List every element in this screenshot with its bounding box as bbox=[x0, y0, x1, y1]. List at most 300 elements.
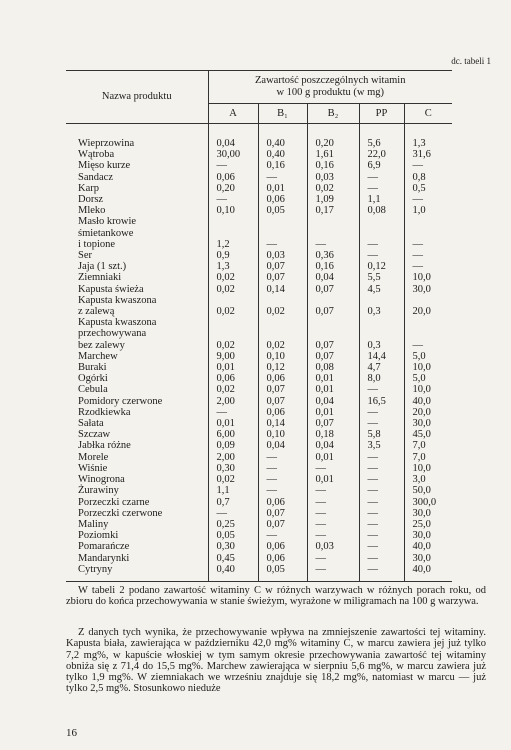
value-text: — bbox=[315, 563, 326, 575]
product-name-cell: Pomidory czerwone bbox=[78, 395, 163, 407]
value-cell bbox=[359, 160, 404, 171]
value-cell bbox=[208, 485, 258, 496]
value-cell bbox=[208, 564, 258, 582]
value-text: 20,0 bbox=[412, 406, 431, 418]
product-name-cell: Ser bbox=[78, 250, 92, 262]
value-text: — bbox=[367, 496, 378, 508]
value-text: 0,12 bbox=[367, 261, 386, 273]
value-text: 0,06 bbox=[266, 541, 285, 553]
value-cell bbox=[404, 362, 452, 373]
value-text: 0,05 bbox=[266, 563, 285, 575]
value-cell bbox=[208, 396, 258, 407]
value-cell bbox=[307, 485, 359, 496]
value-text: — bbox=[367, 384, 378, 396]
product-name-cell: Dorsz bbox=[78, 194, 104, 206]
value-text: 0,16 bbox=[315, 160, 334, 172]
value-cell bbox=[359, 407, 404, 418]
value-cell bbox=[359, 452, 404, 463]
value-cell bbox=[359, 317, 404, 351]
table-row bbox=[66, 519, 452, 530]
value-text: 30,0 bbox=[412, 507, 431, 519]
value-text: 1,3 bbox=[412, 138, 426, 149]
value-text: 1,1 bbox=[216, 485, 230, 497]
value-cell bbox=[258, 384, 307, 395]
value-text: — bbox=[367, 541, 378, 553]
value-text: 0,02 bbox=[216, 474, 235, 486]
value-text: 0,07 bbox=[266, 395, 285, 407]
product-name-cell: Porzeczki czerwone bbox=[78, 507, 163, 519]
product-name-cell: Maliny bbox=[78, 518, 109, 530]
value-text: 0,05 bbox=[216, 530, 235, 542]
value-cell bbox=[307, 250, 359, 261]
value-cell bbox=[258, 396, 307, 407]
value-cell bbox=[359, 429, 404, 440]
value-cell bbox=[404, 463, 452, 474]
table-row bbox=[66, 485, 452, 496]
value-text: 7,0 bbox=[412, 440, 426, 452]
value-text: — bbox=[367, 171, 378, 183]
value-cell bbox=[208, 250, 258, 261]
value-text: 0,10 bbox=[266, 429, 285, 441]
value-text: — bbox=[367, 518, 378, 530]
value-cell bbox=[404, 384, 452, 395]
value-cell bbox=[208, 362, 258, 373]
page-number: 16 bbox=[66, 727, 77, 739]
value-text: 300,0 bbox=[412, 496, 437, 508]
value-text: — bbox=[367, 182, 378, 194]
table-row bbox=[66, 284, 452, 295]
value-cell bbox=[404, 160, 452, 171]
table-continuation-label: dc. tabeli 1 bbox=[451, 56, 491, 66]
value-cell bbox=[359, 418, 404, 429]
value-text: — bbox=[412, 238, 423, 250]
value-text: 0,20 bbox=[315, 138, 334, 149]
table-row bbox=[66, 124, 452, 150]
table-row bbox=[66, 452, 452, 463]
value-cell bbox=[359, 284, 404, 295]
value-text: — bbox=[266, 530, 277, 542]
value-text: 1,1 bbox=[367, 194, 381, 206]
value-cell bbox=[307, 205, 359, 216]
value-cell bbox=[359, 497, 404, 508]
paragraph-1: W tabeli 2 podano zawartość witaminy C w różnych warzywach w różnych porach roku, od zbioru do końca przechowywania w stanie świeżym, wyrażone w miligramach na 100 g warzywa. bbox=[66, 585, 486, 608]
product-name-cell: Ogórki bbox=[78, 373, 108, 385]
table-row bbox=[66, 194, 452, 205]
value-text: — bbox=[266, 171, 277, 183]
column-header-a: A bbox=[208, 104, 258, 124]
value-text: 0,12 bbox=[266, 362, 285, 374]
value-cell bbox=[404, 396, 452, 407]
value-cell bbox=[359, 362, 404, 373]
value-text: 0,01 bbox=[315, 406, 334, 418]
value-text: 1,0 bbox=[412, 205, 426, 217]
value-cell bbox=[404, 553, 452, 564]
value-text: 0,01 bbox=[315, 451, 334, 463]
table-row bbox=[66, 250, 452, 261]
value-cell bbox=[404, 541, 452, 552]
product-name-cell: Poziomki bbox=[78, 530, 119, 542]
value-cell bbox=[258, 564, 307, 582]
value-text: 0,01 bbox=[315, 373, 334, 385]
value-cell bbox=[208, 553, 258, 564]
value-cell bbox=[404, 172, 452, 183]
value-text: 30,0 bbox=[412, 552, 431, 564]
value-cell bbox=[208, 317, 258, 351]
value-text: — bbox=[315, 462, 326, 474]
value-cell bbox=[258, 463, 307, 474]
value-text: — bbox=[216, 194, 227, 206]
value-text: 6,9 bbox=[367, 160, 381, 172]
value-text: — bbox=[412, 339, 423, 351]
value-cell bbox=[404, 284, 452, 295]
value-cell bbox=[359, 272, 404, 283]
value-cell bbox=[208, 519, 258, 530]
group-header-line-1: Zawartość poszczególnych witamin bbox=[255, 75, 406, 86]
value-cell bbox=[359, 530, 404, 541]
product-name-cell: Jabłka różne bbox=[78, 440, 131, 452]
value-text: — bbox=[216, 160, 227, 172]
value-cell bbox=[307, 124, 359, 150]
product-name-cell: Kapusta kwaszona przechowywana bez zalewy bbox=[78, 317, 157, 351]
value-text: — bbox=[315, 238, 326, 250]
value-cell bbox=[359, 149, 404, 160]
value-text: — bbox=[315, 530, 326, 542]
value-text: 4,5 bbox=[367, 283, 381, 295]
column-header-b1: B₁ bbox=[258, 104, 307, 124]
value-text: 0,02 bbox=[216, 283, 235, 295]
value-text: 0,02 bbox=[266, 339, 285, 351]
product-name-cell: Winogrona bbox=[78, 474, 125, 486]
value-text: 0,02 bbox=[216, 306, 235, 318]
value-cell bbox=[404, 407, 452, 418]
value-cell bbox=[307, 384, 359, 395]
value-cell bbox=[307, 183, 359, 194]
value-cell bbox=[258, 519, 307, 530]
value-text: — bbox=[412, 250, 423, 262]
value-text: — bbox=[367, 418, 378, 430]
value-cell bbox=[208, 351, 258, 362]
value-cell bbox=[404, 261, 452, 272]
value-text: 30,00 bbox=[216, 149, 241, 161]
product-name-cell: Pomarańcze bbox=[78, 541, 130, 553]
value-cell bbox=[359, 295, 404, 317]
product-name-cell: Wieprzowina bbox=[78, 138, 135, 149]
value-cell bbox=[258, 172, 307, 183]
value-text: 25,0 bbox=[412, 518, 431, 530]
value-text: — bbox=[412, 194, 423, 206]
value-cell bbox=[258, 205, 307, 216]
value-cell bbox=[208, 452, 258, 463]
value-cell bbox=[359, 463, 404, 474]
value-text: 9,00 bbox=[216, 350, 235, 362]
value-cell bbox=[208, 508, 258, 519]
value-cell bbox=[258, 418, 307, 429]
value-cell bbox=[258, 362, 307, 373]
table-row bbox=[66, 429, 452, 440]
column-header-pp: PP bbox=[359, 104, 404, 124]
product-name-cell: Karp bbox=[78, 182, 99, 194]
value-cell bbox=[258, 497, 307, 508]
value-text: 1,2 bbox=[216, 238, 230, 250]
value-cell bbox=[208, 295, 258, 317]
value-text: 0,01 bbox=[216, 418, 235, 430]
value-text: 2,00 bbox=[216, 395, 235, 407]
value-cell bbox=[307, 284, 359, 295]
product-name-cell: Wątroba bbox=[78, 149, 115, 161]
value-text: 5,5 bbox=[367, 272, 381, 284]
value-cell bbox=[258, 373, 307, 384]
value-cell bbox=[404, 418, 452, 429]
value-text: 0,04 bbox=[315, 440, 334, 452]
value-cell bbox=[208, 205, 258, 216]
value-cell bbox=[208, 194, 258, 205]
value-cell bbox=[404, 429, 452, 440]
value-text: — bbox=[266, 474, 277, 486]
value-text: 0,01 bbox=[266, 182, 285, 194]
product-name-cell: Ziemniaki bbox=[78, 272, 122, 284]
value-cell bbox=[404, 474, 452, 485]
value-cell bbox=[258, 541, 307, 552]
value-cell bbox=[258, 124, 307, 150]
value-text: — bbox=[315, 496, 326, 508]
value-text: — bbox=[315, 518, 326, 530]
value-cell bbox=[258, 250, 307, 261]
value-cell bbox=[208, 440, 258, 451]
value-cell bbox=[258, 216, 307, 250]
value-text: 0,3 bbox=[367, 339, 381, 351]
product-name-cell: Rzodkiewka bbox=[78, 406, 131, 418]
value-cell bbox=[359, 124, 404, 150]
value-text: 0,40 bbox=[266, 149, 285, 161]
value-cell bbox=[258, 284, 307, 295]
table-row bbox=[66, 418, 452, 429]
value-text: 0,5 bbox=[412, 182, 426, 194]
value-cell bbox=[307, 272, 359, 283]
table-row bbox=[66, 205, 452, 216]
value-cell bbox=[307, 216, 359, 250]
value-text: — bbox=[315, 552, 326, 564]
value-cell bbox=[258, 149, 307, 160]
table-row bbox=[66, 530, 452, 541]
value-cell bbox=[208, 418, 258, 429]
product-name-cell: Żurawiny bbox=[78, 485, 119, 497]
value-cell bbox=[359, 485, 404, 496]
value-text: 0,05 bbox=[266, 205, 285, 217]
product-name-cell: Sałata bbox=[78, 418, 104, 430]
value-text: 16,5 bbox=[367, 395, 386, 407]
value-cell bbox=[359, 373, 404, 384]
table-body bbox=[66, 124, 452, 582]
value-cell bbox=[258, 295, 307, 317]
value-cell bbox=[359, 261, 404, 272]
value-text: 3,0 bbox=[412, 474, 426, 486]
value-text: 0,04 bbox=[266, 440, 285, 452]
value-text: 30,0 bbox=[412, 530, 431, 542]
value-text: 0,30 bbox=[216, 541, 235, 553]
value-text: 0,06 bbox=[216, 171, 235, 183]
value-text: 0,06 bbox=[266, 406, 285, 418]
value-text: 5,8 bbox=[367, 429, 381, 441]
value-text: 0,06 bbox=[216, 373, 235, 385]
value-text: 0,08 bbox=[315, 362, 334, 374]
value-cell bbox=[307, 429, 359, 440]
value-text: 10,0 bbox=[412, 362, 431, 374]
value-cell bbox=[359, 553, 404, 564]
value-text: 0,06 bbox=[266, 373, 285, 385]
value-cell bbox=[404, 149, 452, 160]
value-cell bbox=[208, 284, 258, 295]
value-text: 0,36 bbox=[315, 250, 334, 262]
value-text: 0,10 bbox=[216, 205, 235, 217]
value-text: 0,06 bbox=[266, 552, 285, 564]
value-cell bbox=[307, 418, 359, 429]
value-cell bbox=[258, 429, 307, 440]
table-row bbox=[66, 317, 452, 351]
product-name-cell: Cebula bbox=[78, 384, 108, 396]
value-text: 2,00 bbox=[216, 451, 235, 463]
value-cell bbox=[404, 351, 452, 362]
value-text: 0,07 bbox=[266, 384, 285, 396]
value-cell bbox=[404, 317, 452, 351]
value-text: 0,16 bbox=[266, 160, 285, 172]
value-text: 0,07 bbox=[315, 306, 334, 318]
value-cell bbox=[307, 553, 359, 564]
value-text: 0,02 bbox=[315, 182, 334, 194]
value-text: 0,07 bbox=[315, 339, 334, 351]
value-cell bbox=[258, 351, 307, 362]
value-cell bbox=[307, 440, 359, 451]
value-text: 5,6 bbox=[367, 138, 381, 149]
value-text: 4,7 bbox=[367, 362, 381, 374]
value-text: 0,03 bbox=[315, 541, 334, 553]
value-text: 0,14 bbox=[266, 283, 285, 295]
value-cell bbox=[404, 519, 452, 530]
value-cell bbox=[404, 250, 452, 261]
value-text: 0,02 bbox=[266, 306, 285, 318]
value-cell bbox=[359, 183, 404, 194]
product-name-cell: Jaja (1 szt.) bbox=[78, 261, 127, 273]
value-cell bbox=[359, 541, 404, 552]
value-text: 0,03 bbox=[315, 171, 334, 183]
value-cell bbox=[359, 396, 404, 407]
value-cell bbox=[404, 564, 452, 582]
value-text: 0,02 bbox=[216, 272, 235, 284]
value-text: 0,07 bbox=[266, 272, 285, 284]
value-cell bbox=[208, 261, 258, 272]
value-text: 0,18 bbox=[315, 429, 334, 441]
value-cell bbox=[404, 295, 452, 317]
value-cell bbox=[258, 485, 307, 496]
value-cell bbox=[258, 194, 307, 205]
value-text: 10,0 bbox=[412, 272, 431, 284]
table-row bbox=[66, 149, 452, 160]
value-text: 40,0 bbox=[412, 395, 431, 407]
value-text: — bbox=[315, 507, 326, 519]
value-text: 22,0 bbox=[367, 149, 386, 161]
value-text: — bbox=[367, 451, 378, 463]
value-cell bbox=[258, 317, 307, 351]
value-text: 0,03 bbox=[266, 250, 285, 262]
value-cell bbox=[208, 463, 258, 474]
table-row bbox=[66, 541, 452, 552]
vitamin-table bbox=[66, 70, 452, 582]
value-text: — bbox=[367, 462, 378, 474]
value-cell bbox=[307, 317, 359, 351]
value-cell bbox=[307, 373, 359, 384]
value-text: 1,09 bbox=[315, 194, 334, 206]
value-text: 0,07 bbox=[266, 261, 285, 273]
table-row bbox=[66, 351, 452, 362]
value-text: 40,0 bbox=[412, 563, 431, 575]
paragraph-2: Z danych tych wynika, że przechowywanie wpływa na zmniejszenie zawartości tej witaminy. Kapusta biała, zawierająca w październiku 42,0 mg% witaminy C, w marcu zawiera jej już tylko 7,2 mg%, w kapuście włoskiej w tym samym okresie przechowywania zawartość tej witaminy obniża się z 71,4 do 15,5 mg%. Marchew zawierająca w sierpniu 5,6 mg%, w marcu zawiera już tylko 1,9 mg%. W ziemniakach we wrześniu znajduje się 18,2 mg%, natomiast w marcu — już tylko 2,5 mg%. Stosunkowo nieduże bbox=[66, 627, 486, 695]
value-cell bbox=[307, 564, 359, 582]
value-cell bbox=[208, 373, 258, 384]
value-text: 0,08 bbox=[367, 205, 386, 217]
product-name-cell: Mandarynki bbox=[78, 552, 130, 564]
value-text: 6,00 bbox=[216, 429, 235, 441]
table-row bbox=[66, 160, 452, 171]
product-name-cell: Mleko bbox=[78, 205, 106, 217]
value-cell bbox=[258, 160, 307, 171]
value-text: — bbox=[367, 406, 378, 418]
value-text: 0,40 bbox=[216, 563, 235, 575]
value-text: — bbox=[412, 261, 423, 273]
product-name-cell: Kapusta kwaszona z zalewą bbox=[78, 294, 157, 318]
value-cell bbox=[307, 149, 359, 160]
value-cell bbox=[208, 541, 258, 552]
value-text: 0,07 bbox=[266, 507, 285, 519]
value-cell bbox=[307, 474, 359, 485]
table-row bbox=[66, 272, 452, 283]
value-text: — bbox=[367, 563, 378, 575]
table-row bbox=[66, 396, 452, 407]
product-column-header: Nazwa produktu bbox=[66, 71, 208, 124]
value-cell bbox=[359, 351, 404, 362]
value-text: 0,20 bbox=[216, 182, 235, 194]
table-row bbox=[66, 497, 452, 508]
value-cell bbox=[359, 508, 404, 519]
value-text: 0,07 bbox=[266, 518, 285, 530]
value-text: 0,04 bbox=[315, 272, 334, 284]
value-cell bbox=[258, 183, 307, 194]
value-cell bbox=[404, 508, 452, 519]
value-text: — bbox=[266, 462, 277, 474]
value-text: 14,4 bbox=[367, 350, 386, 362]
value-text: — bbox=[266, 451, 277, 463]
value-cell bbox=[307, 452, 359, 463]
value-text: 30,0 bbox=[412, 418, 431, 430]
value-cell bbox=[307, 541, 359, 552]
value-text: 30,0 bbox=[412, 283, 431, 295]
table-row bbox=[66, 440, 452, 451]
value-text: 0,45 bbox=[216, 552, 235, 564]
value-text: 10,0 bbox=[412, 462, 431, 474]
value-cell bbox=[307, 160, 359, 171]
value-cell bbox=[258, 272, 307, 283]
value-cell bbox=[208, 429, 258, 440]
value-text: 1,3 bbox=[216, 261, 230, 273]
value-cell bbox=[208, 497, 258, 508]
value-text: 0,01 bbox=[216, 362, 235, 374]
value-text: — bbox=[315, 485, 326, 497]
value-cell bbox=[359, 519, 404, 530]
value-cell bbox=[258, 474, 307, 485]
value-text: — bbox=[412, 160, 423, 172]
value-cell bbox=[404, 216, 452, 250]
value-cell bbox=[307, 508, 359, 519]
table-row bbox=[66, 362, 452, 373]
value-text: 0,8 bbox=[412, 171, 426, 183]
